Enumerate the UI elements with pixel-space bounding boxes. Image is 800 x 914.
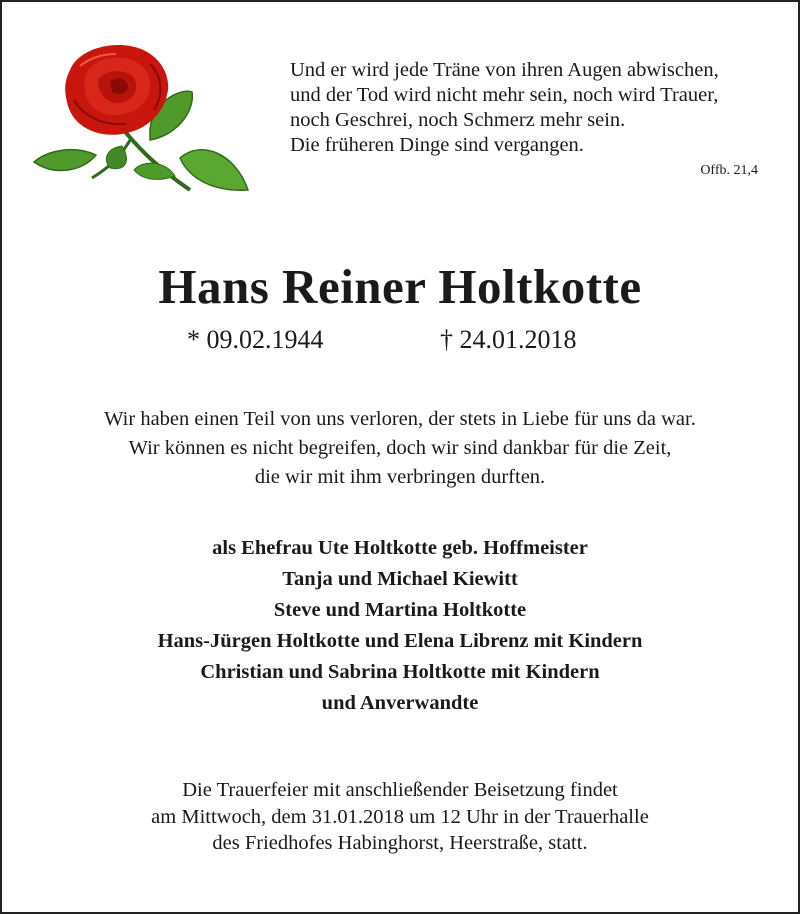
funeral-line: Die Trauerfeier mit anschließender Beisetzung findet <box>182 779 618 801</box>
mourners-list <box>0 533 800 719</box>
mourner-line: Christian und Sabrina Holtkotte mit Kindern <box>200 661 600 683</box>
funeral-info <box>0 777 800 857</box>
birth-date: * 09.02.1944 <box>187 325 324 354</box>
verse-line: und der Tod wird nicht mehr sein, noch wird Trauer, <box>290 84 719 106</box>
mourner-line: und Anverwandte <box>321 692 479 714</box>
reflection-line: Wir können es nicht begreifen, doch wir sind dankbar für die Zeit, <box>128 437 672 459</box>
verse-source: Offb. 21,4 <box>700 163 758 178</box>
reflection-text <box>0 405 800 492</box>
funeral-line: am Mittwoch, dem 31.01.2018 um 12 Uhr in der Trauerhalle <box>151 805 649 828</box>
mourner-line: Hans-Jürgen Holtkotte und Elena Librenz mit Kindern <box>157 630 643 652</box>
bible-verse <box>290 58 719 158</box>
reflection-line: Wir haben einen Teil von uns verloren, der stets in Liebe für uns da war. <box>104 408 696 430</box>
rose-image <box>30 40 255 195</box>
funeral-line: des Friedhofes Habinghorst, Heerstraße, statt. <box>212 832 588 854</box>
verse-line: Die früheren Dinge sind vergangen. <box>290 134 584 156</box>
death-date: † 24.01.2018 <box>440 325 577 354</box>
reflection-line: die wir mit ihm verbringen durften. <box>254 466 546 488</box>
verse-line: noch Geschrei, noch Schmerz mehr sein. <box>290 109 626 131</box>
mourner-line: Steve und Martina Holtkotte <box>273 599 527 621</box>
deceased-name: Hans Reiner Holtkotte <box>158 259 642 314</box>
mourner-line: als Ehefrau Ute Holtkotte geb. Hoffmeister <box>212 537 588 559</box>
mourner-line: Tanja und Michael Kiewitt <box>282 568 518 590</box>
verse-line: Und er wird jede Träne von ihren Augen abwischen, <box>290 59 719 81</box>
